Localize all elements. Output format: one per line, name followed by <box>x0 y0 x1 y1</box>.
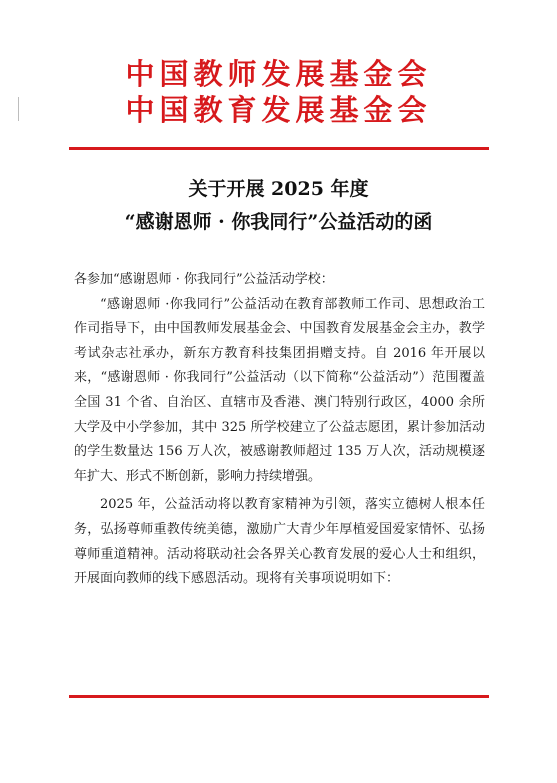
title-line-1: 关于开展 2025 年度 <box>188 178 369 200</box>
footer-divider <box>69 695 489 698</box>
letterhead <box>0 56 557 128</box>
title-line-2: “感谢恩师 · 你我同行”公益活动的函 <box>124 211 433 233</box>
paragraph-2: 2025 年，公益活动将以教育家精神为引领，落实立德树人根本任务，弘扬尊师重教传统美德，激励广大青少年厚植爱国爱家情怀、弘扬尊师重道精神。活动将联动社会各界关心教育发展的爱心人士和组织，开展面向教师的线下感恩活动。现将有关事项说明如下： <box>74 497 485 587</box>
document-body <box>74 268 485 592</box>
paragraph-1: “感谢恩师 ·你我同行”公益活动在教育部教师工作司、思想政治工作司指导下，由中国教师发展基金会、中国教育发展基金会主办，教学考试杂志社承办，新东方教育科技集团捐赠支持。自 2016 年开展以来，“感谢恩师 · 你我同行”公益活动（以下简称“公益活动”）范围覆盖全国 31 个省、自治区、直辖市及香港、澳门特别行政区，4000 余所大学及中小学参加，其中 325 所学校建立了公益志愿团，累计参加活动的学生数量达 156 万人次，被感谢教师超过 135 万人次，活动规模逐年扩大、形式不断创新，影响力持续增强。 <box>74 296 485 484</box>
letterhead-divider-top <box>69 147 489 150</box>
salutation: 各参加“感谢恩师 · 你我同行”公益活动学校： <box>74 272 334 287</box>
org-name-line-2: 中国教育发展基金会 <box>125 93 432 127</box>
org-name-line-1: 中国教师发展基金会 <box>125 57 432 91</box>
document-title <box>0 173 557 239</box>
